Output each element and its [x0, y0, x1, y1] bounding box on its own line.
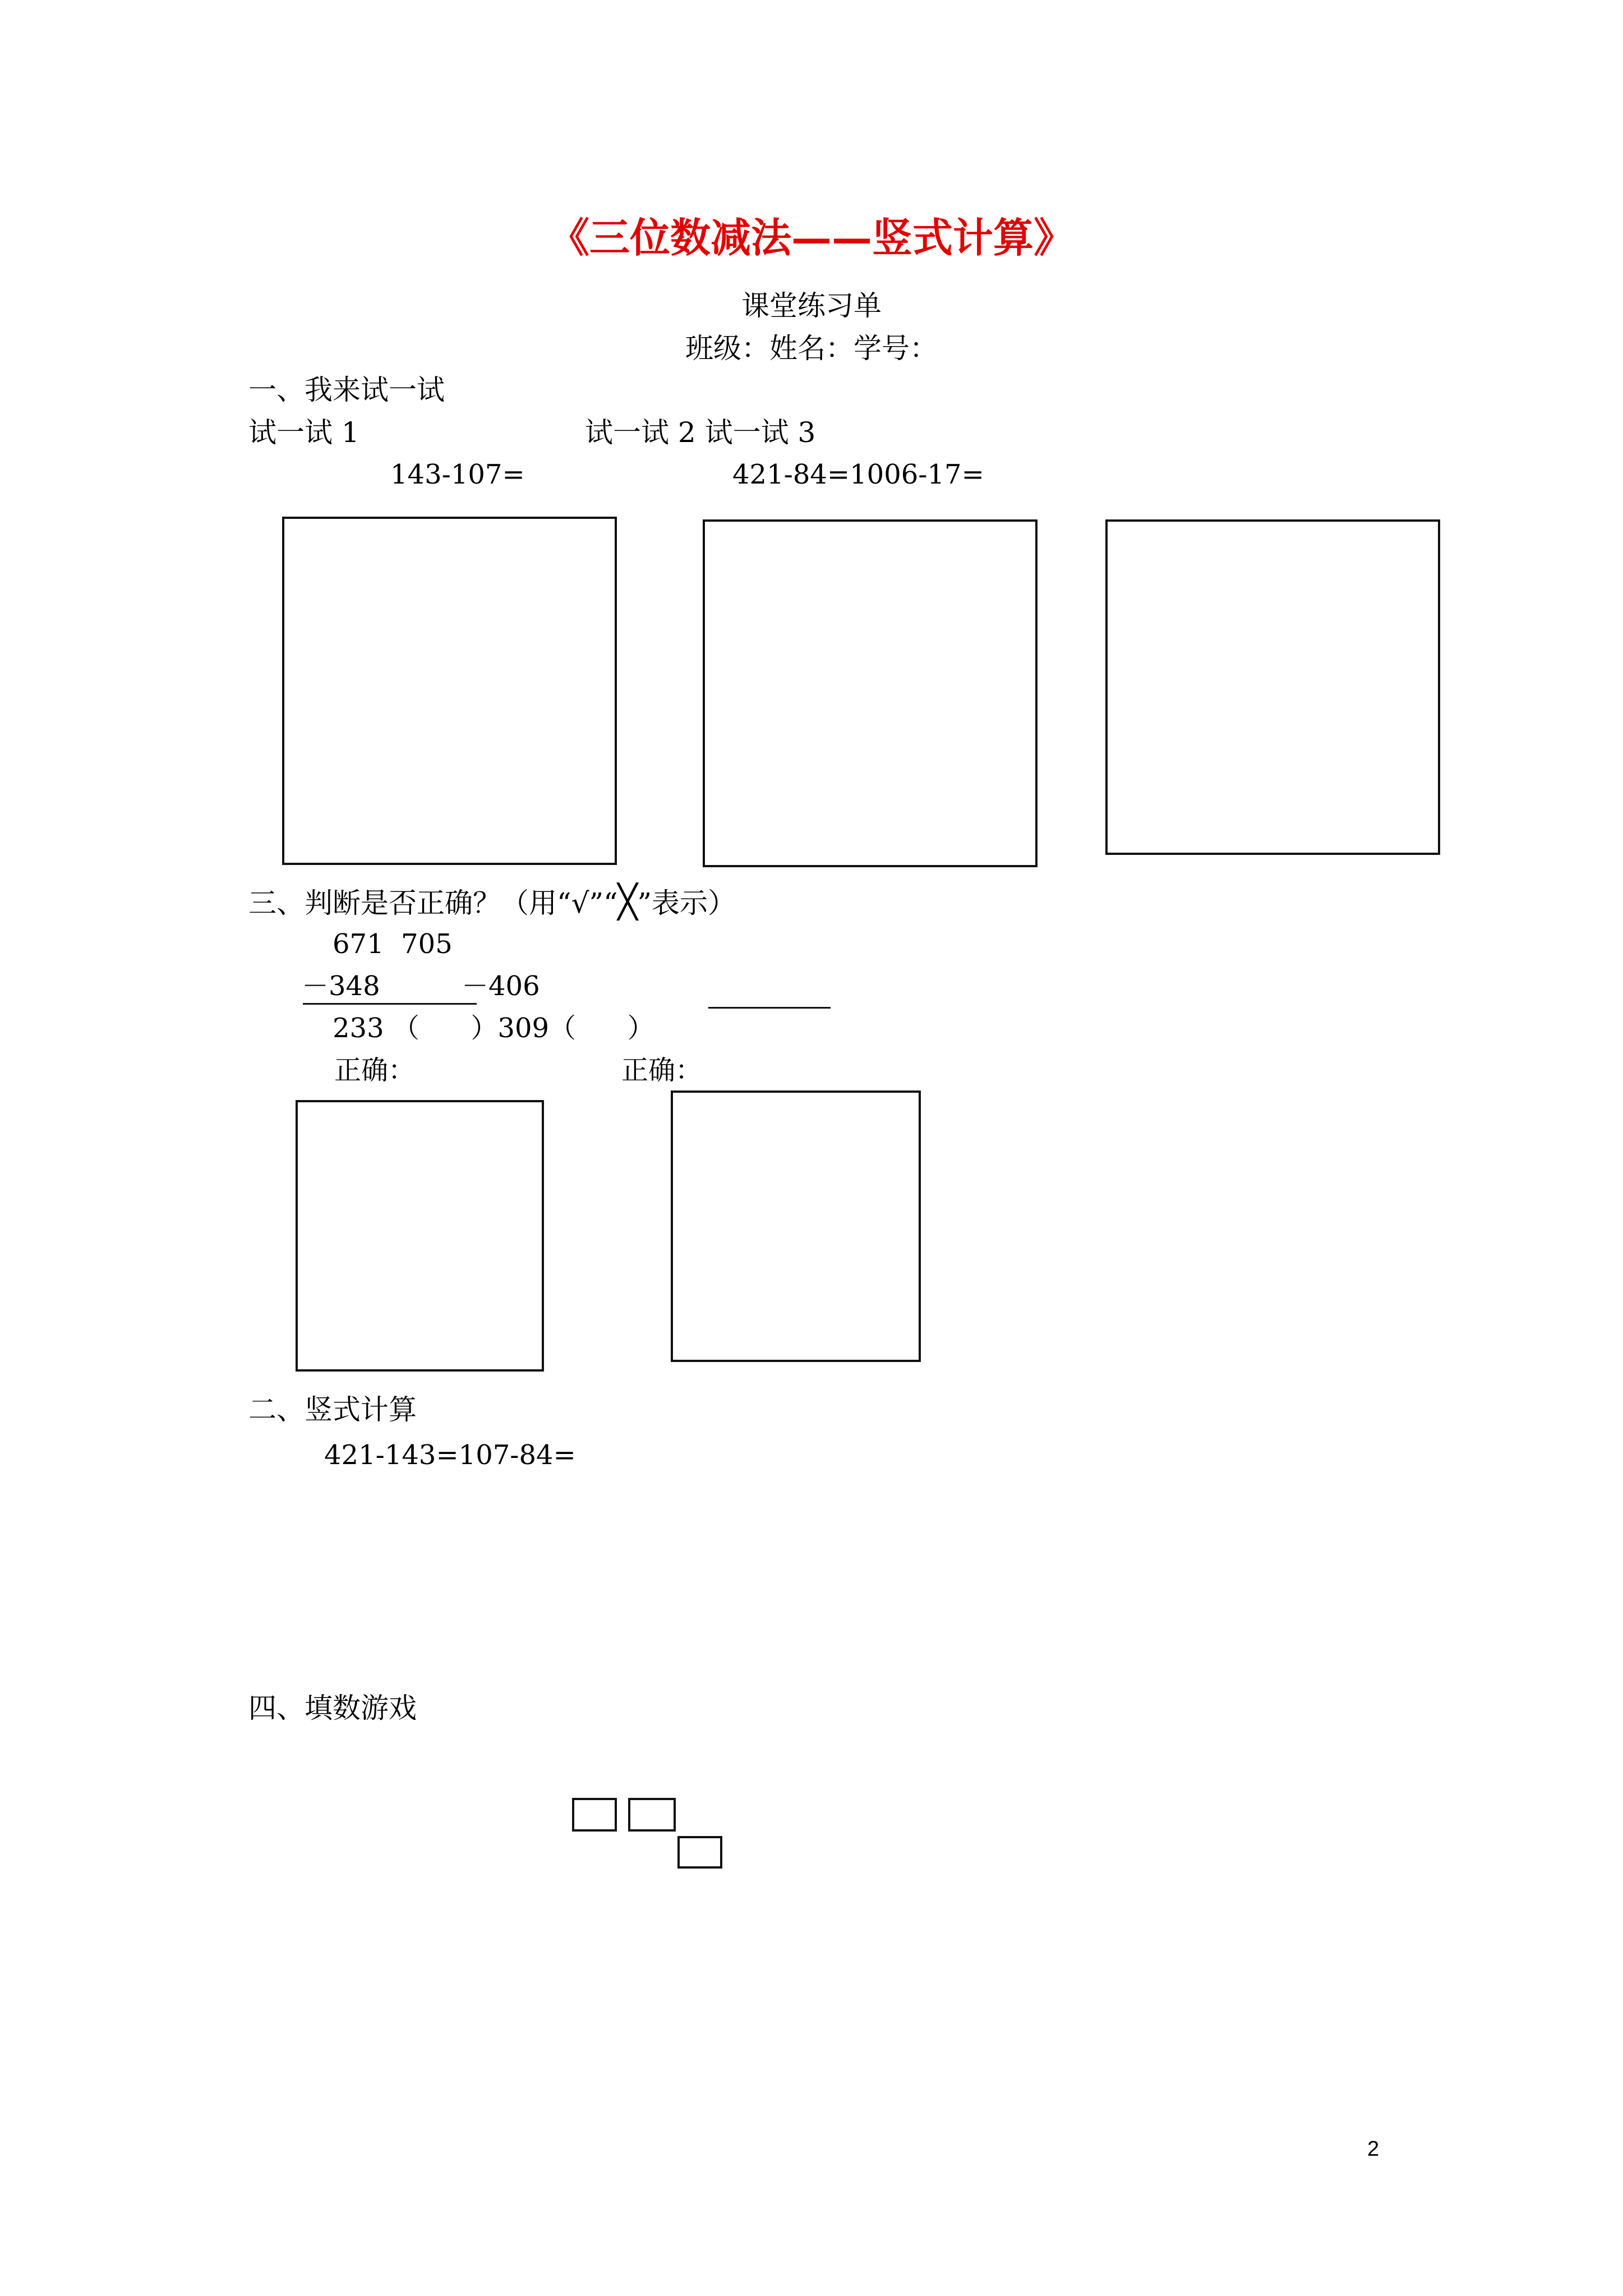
section2-problems: 421-143=107-84=	[324, 1439, 576, 1471]
student-info-line: 班级：姓名：学号：	[685, 332, 938, 365]
cross-mark-icon: ╳	[617, 882, 638, 921]
fill-digit-box-3[interactable]	[677, 1836, 722, 1869]
correct-label-2: 正确：	[621, 1055, 703, 1086]
fill-digit-box-2[interactable]	[628, 1798, 676, 1832]
subtrahend-2: －406	[462, 970, 540, 1002]
page-title: 《三位数减法——竖式计算》	[548, 214, 1074, 261]
page-number: 2	[1367, 2137, 1380, 2161]
try-label-1: 试一试 1	[248, 416, 359, 449]
results-with-blanks: 233 （ ）309（ ）	[333, 1013, 654, 1044]
heading-text-mid: ”“	[589, 887, 618, 919]
fill-digit-box-1[interactable]	[572, 1798, 617, 1832]
answer-box-2[interactable]	[703, 519, 1038, 867]
try-label-2-3: 试一试 2 试一试 3	[585, 416, 816, 449]
section2-heading: 二、竖式计算	[248, 1393, 417, 1426]
vertical-sum-line-1	[303, 1003, 477, 1005]
section3-heading	[248, 882, 736, 921]
problem-2-3: 421-84=1006-17=	[732, 459, 984, 490]
answer-box-3[interactable]	[1105, 519, 1440, 855]
worksheet-subtitle: 课堂练习单	[741, 289, 882, 322]
section4-heading: 四、填数游戏	[248, 1692, 417, 1724]
answer-box-1[interactable]	[282, 517, 617, 865]
correction-box-1[interactable]	[296, 1100, 544, 1372]
heading-text-pre: 三、判断是否正确？（用“	[248, 887, 571, 919]
correct-label-1: 正确：	[334, 1055, 416, 1086]
check-mark-icon: √	[571, 887, 589, 919]
section1-heading: 一、我来试一试	[248, 374, 445, 406]
heading-text-post: ”表示）	[637, 887, 736, 919]
vertical-sum-line-2	[708, 1007, 831, 1009]
minuends: 671 705	[333, 928, 453, 960]
correction-box-2[interactable]	[671, 1091, 921, 1362]
subtrahend-1: －348	[302, 970, 380, 1002]
problem-1: 143-107=	[390, 459, 525, 490]
